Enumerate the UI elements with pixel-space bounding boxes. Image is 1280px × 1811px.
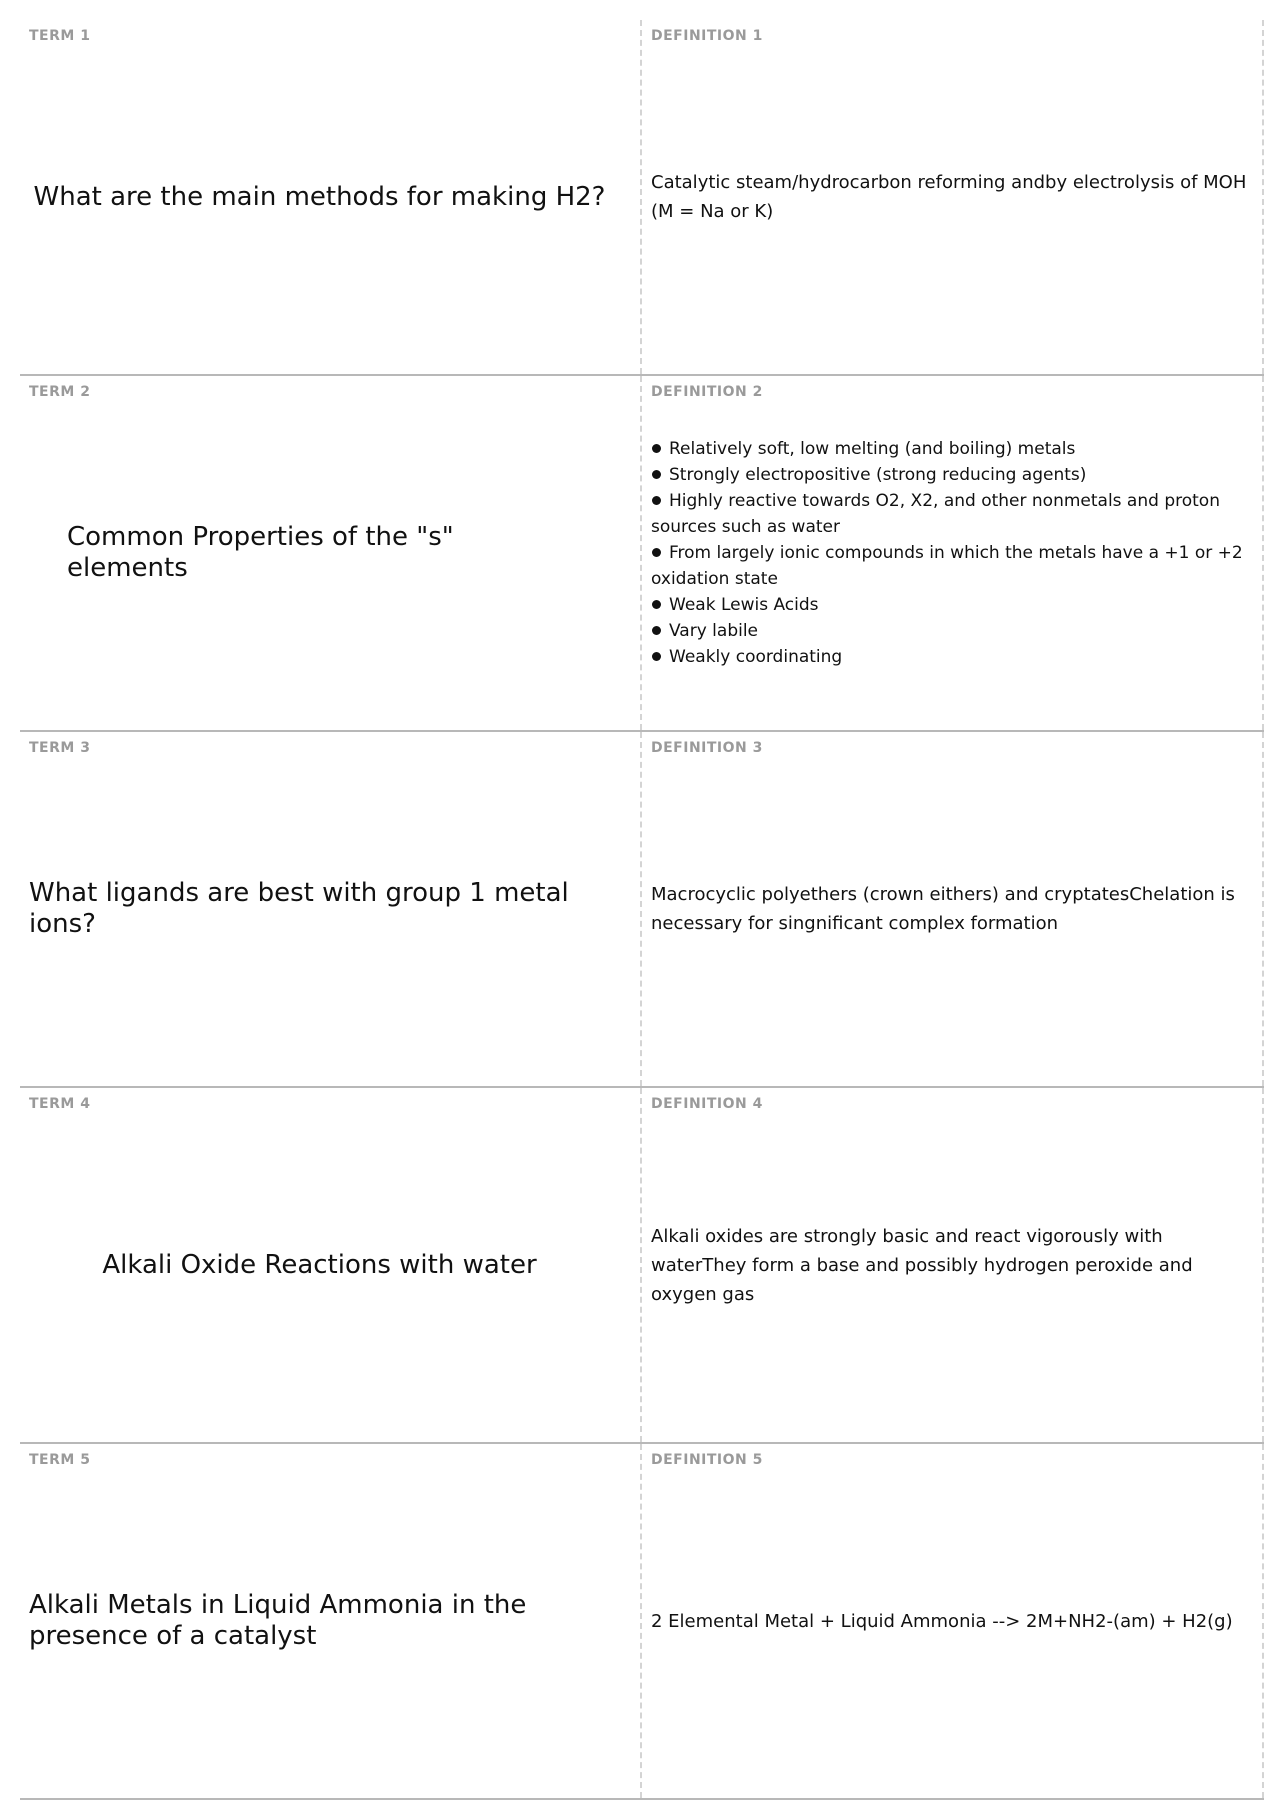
definition-label: DEFINITION 5 [651, 1452, 763, 1468]
bullet-icon [652, 652, 661, 661]
bullet-icon [652, 470, 661, 479]
bullet-icon [652, 548, 661, 557]
bullet-item: Vary labile [651, 618, 1248, 644]
term-text: Alkali Oxide Reactions with water [102, 1249, 537, 1280]
flashcard-row [20, 20, 1264, 376]
flashcard-row [20, 1088, 1264, 1444]
term-text: What ligands are best with group 1 metal ions? [29, 878, 569, 939]
term-label: TERM 5 [29, 1452, 91, 1468]
flashcard-row [20, 732, 1264, 1088]
definition-text: Catalytic steam/hydrocarbon reforming andby electrolysis of MOH (M = Na or K) [651, 172, 1247, 222]
bullet-item: From largely ionic compounds in which the metals have a +1 or +2 oxidation state [651, 543, 1243, 589]
term-cell [20, 1444, 642, 1798]
definition-cell [642, 1088, 1264, 1442]
definition-cell [642, 732, 1264, 1086]
term-text: Alkali Metals in Liquid Ammonia in the presence of a catalyst [29, 1590, 527, 1651]
term-text: Common Properties of the "s" elements [67, 522, 454, 583]
definition-label: DEFINITION 2 [651, 384, 763, 400]
bullet-item: Relatively soft, low melting (and boiling) metals [651, 436, 1248, 462]
term-label: TERM 4 [29, 1096, 91, 1112]
bullet-item: Weak Lewis Acids [651, 592, 1248, 618]
definition-text: 2 Elemental Metal + Liquid Ammonia --> 2M+NH2-(am) + H2(g) [651, 1610, 1233, 1632]
term-text: What are the main methods for making H2? [33, 181, 606, 212]
definition-label: DEFINITION 3 [651, 740, 763, 756]
term-cell [20, 20, 642, 374]
definition-label: DEFINITION 1 [651, 28, 763, 44]
bullet-icon [652, 496, 661, 505]
definition-cell [642, 1444, 1264, 1798]
bullet-item: Highly reactive towards O2, X2, and other nonmetals and proton sources such as water [651, 491, 1220, 537]
definition-label: DEFINITION 4 [651, 1096, 763, 1112]
flashcard-row [20, 1444, 1264, 1800]
bullet-icon [652, 600, 661, 609]
term-cell [20, 376, 642, 730]
bullet-icon [652, 444, 661, 453]
flashcard-sheet [20, 20, 1264, 1800]
definition-text: Alkali oxides are strongly basic and react vigorously with waterThey form a base and possibly hydrogen peroxide and oxygen gas [651, 1225, 1193, 1305]
bullet-icon [652, 626, 661, 635]
bullet-item: Strongly electropositive (strong reducing agents) [651, 462, 1248, 488]
term-cell [20, 732, 642, 1086]
definition-cell [642, 376, 1264, 730]
bullet-item: Weakly coordinating [651, 644, 1248, 670]
term-label: TERM 3 [29, 740, 91, 756]
definition-text: Macrocyclic polyethers (crown eithers) and cryptatesChelation is necessary for singnificant complex formation [651, 884, 1235, 934]
term-cell [20, 1088, 642, 1442]
term-label: TERM 1 [29, 28, 91, 44]
definition-bullet-list [651, 436, 1248, 670]
flashcard-row [20, 376, 1264, 732]
term-label: TERM 2 [29, 384, 91, 400]
definition-cell [642, 20, 1264, 374]
